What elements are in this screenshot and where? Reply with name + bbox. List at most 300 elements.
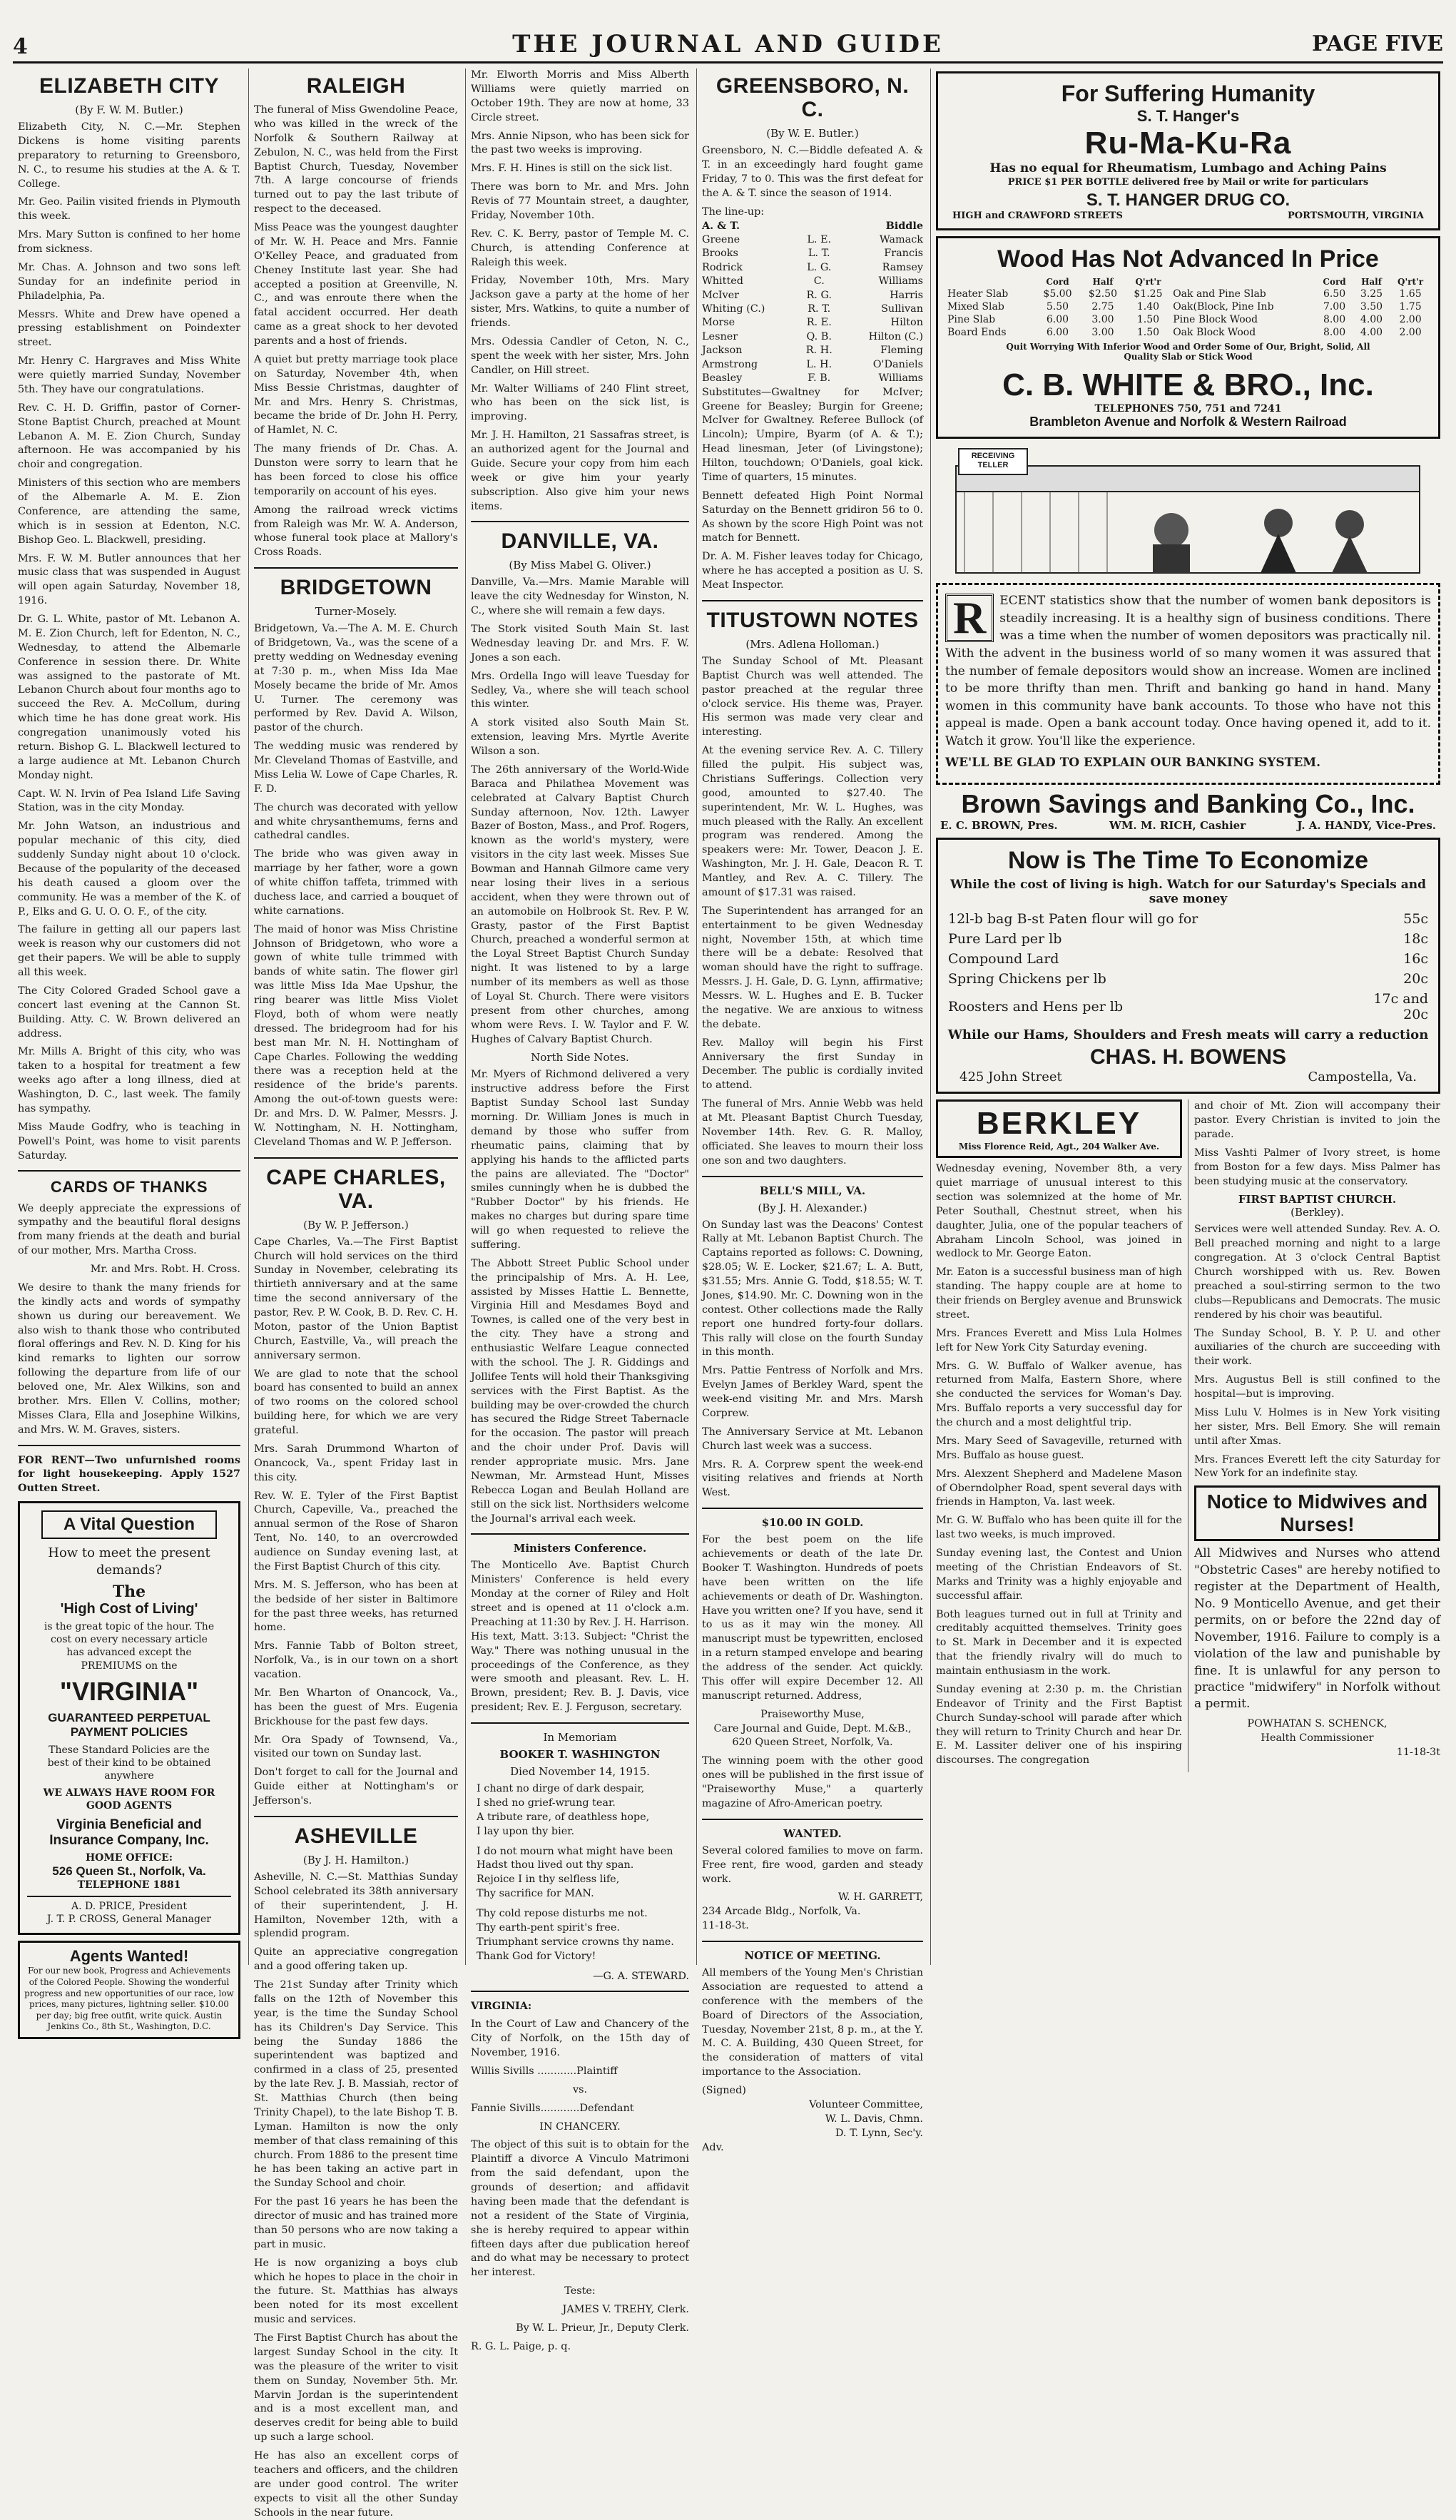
paragraph: All members of the Young Men's Christian Association are requested to attend a conference with the members of the Board of Directors of the Association, Tuesday, November 21st, 8 p. m., at the Y. M. C. A. Building, 430 Queen Street, for the consideration of matters of vital importance to the Association. [702,1967,923,2078]
subheading: North Side Notes. [531,1051,629,1065]
cell: 8.00 [1323,314,1346,325]
signature: Teste: [564,2285,596,2297]
divider [702,1508,923,1509]
paragraph: ECENT statistics show that the number of women bank depositors is steadily increasing. It is a healthy sign of business conditions. There was a time when the number of women depositors was practically nil. With the advent in the business world of so many women it was assured that the number of female depositors would show an increase. Women are inclined to be more thrifty than men. Thrift and banking go hand in hand. Many women in this community have bank accounts. To those who have not this appeal is made. Open a bank account today. Once having opened it, add to it. Watch it grow. You'll like the experience. [945,594,1431,749]
paragraph: The Superintendent has arranged for an entertainment to be given Wednesday night, November 15th, at which time there will be a debate: Resolved that woman should have the right to suffrage. Messrs. J. H. Gale, D. G. Lynn, affirmative; Messrs. W. L. Hughes and E. B. Tucker the negative. We are anxious to witness the debate. [702,905,923,1030]
cell: Brooks [702,248,738,260]
address: 620 Queen Street, Norfolk, Va. [732,1737,893,1749]
divider [702,1941,923,1942]
paragraph: Dr. G. L. White, pastor of Mt. Lebanon A. M. E. Zion Church, left for Edenton, N. C., Wednesday, to attend the Albemarle Conference in session there. Dr. White was assigned to the pastorate of Mt. Lebanon Church about four months ago to succeed the Rev. A. McCollum, during which time he has done great work. His congregation unanimously voted his return. Bishop G. L. Blackwell lectured to a large audience at Mt. Lebanon Church Monday night. [18,614,240,781]
table-row [702,247,923,260]
cell: 5.50 [1046,301,1069,313]
paragraph: Mrs. Frances Everett and Miss Lula Holmes left for New York City Saturday evening. [936,1327,1182,1353]
signature: R. G. L. Paige, p. q. [471,2340,571,2352]
paragraph: Miss Peace was the youngest daughter of Mr. W. H. Peace and Mrs. Fannie O'Kelley Peace, and graduated from Cheney Institute last year. She had accepted a position at Greenville, N. C., and was enroute there when the fatal accident occurred. Her death came as a great shock to her devoted parents and a host of friends. [254,222,458,347]
ad-text: The [112,1582,146,1601]
teller-sign: RECEIVING TELLER [971,452,1015,469]
poem-stanza: I chant no dirge of dark despair, I shed no grief-wrung tear. A tribute rare, of deathless hope, I lay upon thy bier. [477,1783,650,1837]
paragraph: The wedding music was rendered by Mr. Cleveland Thomas of Eastville, and Miss Lelia W. Lowe of Cape Charles, R. F. D. [254,741,458,795]
paragraph: Bridgetown, Va.—The A. M. E. Church of Bridgetown, Va., was the scene of a pretty wedding on Wednesday evening at 7:30 p. m., when Miss Ida Mae Mosely became the bride of Mr. Amos U. Turner. The ceremony was performed by Rev. David A. Wilson, pastor of the church. [254,623,458,734]
address: 526 Queen St., Norfolk, Va. [52,1864,206,1878]
article-heading: RALEIGH [306,74,406,98]
paragraph: The funeral of Miss Gwendoline Peace, who was killed in the wreck of the Norfolk & Southern Railway at Zebulon, N. C., was held from the First Baptist Church, Tuesday, November 7th. A large concourse of friends turned out to pay the last tribute of respect to the deceased. [254,104,458,215]
signature: JAMES V. TREHY, Clerk. [562,2304,689,2315]
paragraph: Rev. C. K. Berry, pastor of Temple M. C. Church, is attending Conference at Raleigh this week. [471,228,689,268]
table-row [945,989,1431,1025]
paragraph: Sunday evening last, the Contest and Union meeting of the Christian Endeavors of St. Marks and Trinity was a highly enjoyable and successful affair. [936,1548,1182,1602]
cell: McIver [702,289,740,301]
paragraph: Mr. G. W. Buffalo who has been quite ill for the last two weeks, is much improved. [936,1515,1182,1541]
address: Care Journal and Guide, Dept. M.&B., [713,1722,912,1734]
subheading: FIRST BAPTIST CHURCH. [1238,1193,1397,1206]
divider [254,1157,458,1159]
ad-text: These Standard Policies are the best of their kind to be obtained anywhere [47,1744,211,1782]
cell: Francis [884,248,923,260]
agents-ad [18,1941,240,2039]
paragraph: Mrs. Mary Sutton is confined to her home from sickness. [18,229,240,255]
column-5 [930,68,1445,1965]
subheading: (Berkley). [1290,1206,1344,1219]
paragraph: The Sunday School of Mt. Pleasant Baptist Church was well attended. The pastor preached at the regular three o'clock service. His theme was, Prayer. His sermon was made very clear and interesting. [702,655,923,738]
table-row [702,330,923,344]
col-header [945,276,1035,288]
table-row [945,288,1431,300]
paragraph: The failure in getting all our papers last week is reason why our customers did not get their papers. We will be able to supply all this week. [18,924,240,978]
paragraph: Wednesday evening, November 8th, a very quiet marriage of unusual interest to this section was solemnized at the home of Mr. Peter Southall, Chestnut street, when his daughter, Julia, one of the popular teachers of Abraham Lincoln School, was joined in wedlock to Mr. George Eaton. [936,1163,1182,1260]
company-name: Virginia Beneficial and Insurance Company, Inc. [49,1817,209,1848]
cell: 1.40 [1136,301,1160,313]
paragraph: For the best poem on the life achievements or death of the late Dr. Booker T. Washington. Hundreds of poets have been written on the life achievements or death of Dr. Washington. Have you written one? If you have, send it to us as it may win the money. All manuscript must be typewritten, enclosed in a return stamped envelope and bearing the address of the sender. Act quickly. This offer will expire December 12. All manuscript returned. Address, [702,1534,923,1702]
legal-party: Fannie Sivills............Defendant [471,2102,634,2114]
masthead [13,21,1443,63]
cell: 6.00 [1046,327,1069,338]
cell: 3.50 [1360,301,1383,313]
page-label: PAGE FIVE [1311,31,1443,56]
signature: POWHATAN S. SCHENCK, [1247,1717,1388,1729]
paragraph: Mr. J. H. Hamilton, 21 Sassafras street, is an authorized agent for the Journal and Guide. Secure your copy from him each week or give him your yearly subscription. Also give him your news items. [471,430,689,512]
memoriam-name: BOOKER T. WASHINGTON [499,1748,661,1761]
byline: Miss Florence Reid, Agt., 204 Walker Ave. [958,1142,1160,1152]
lineup-header: Biddle [885,220,923,233]
paragraph: Miss Lulu V. Holmes is in New York visiting her sister, Mrs. Bell Emory. She will remain until after Xmas. [1194,1406,1440,1447]
cell: Fleming [880,345,923,357]
col-header: Q'rt'r [1135,277,1161,287]
cell: C. [813,275,825,288]
address: Praiseworthy Muse, [760,1708,865,1720]
paragraph: Among the railroad wreck victims from Raleigh was Mr. W. A. Anderson, whose funeral took place at Mallory's Cross Roads. [254,504,458,559]
owner-name: CHAS. H. BOWENS [1089,1045,1286,1070]
paragraph: Mrs. Pattie Fentress of Norfolk and Mrs. Evelyn James of Berkley Ward, spent the week-end visiting Mr. and Mrs. Marsh Corprew. [702,1365,923,1419]
phone: TELEPHONE 1881 [77,1879,181,1891]
paragraph: The Stork visited South Main St. last Wednesday leaving Dr. and Mrs. F. W. Jones a son each. [471,624,689,664]
article-heading: ELIZABETH CITY [39,74,219,98]
ad-text: S. T. Hanger's [1136,107,1240,125]
lineup-table [702,219,923,385]
cell: Compound Lard [948,951,1059,967]
cell: Heater Slab [947,288,1009,300]
paragraph: Greensboro, N. C.—Biddle defeated A. & T. in an exceedingly hard fought game Friday, 7 to 0. This was the first defeat for the A. & T. since the season of 1914. [702,145,923,199]
ad-text: While the cost of living is high. Watch for our Saturday's Specials and save money [950,878,1427,907]
paragraph: Sunday evening at 2:30 p. m. the Christian Endeavor of Trinity and the First Baptist Church Sunday-school will parade after which they will return to Trinity Church and hear Dr. E. M. Lassiter deliver one of his inspiring discourses. The congregation [936,1683,1182,1767]
cell: Ramsey [882,261,923,273]
paragraph: The 21st Sunday after Trinity which falls on the 12th of November this year, is the time the Sunday School has its Children's Day Service. This being the Sunday 1886 the superintendent was baptized and confirmed in a class of 25, presented by the late Rev. J. B. Massiah, rector of St. Matthias Church (then being Trinity Chapel), to the late Bishop T. B. Lyman. Hamilton is now the only member of that class remaining of this church. From 1886 to the present time he has been taking an active part in the Sunday School and choir. [254,1979,458,2190]
paragraph: Several colored families to move on farm. Free rent, fire wood, garden and steady work. [702,1844,923,1885]
paragraph: Rev. W. E. Tyler of the First Baptist Church, Capeville, Va., preached the annual sermon of the Rose of Sharon Tent, No. 140, to an overcrowded audience on Sunday evening last, at the First Baptist Church of this city. [254,1490,458,1573]
article-heading: CARDS OF THANKS [50,1178,208,1197]
lineup-header [799,219,840,233]
paragraph: Mrs. Fannie Tabb of Bolton street, Norfolk, Va., is in our town on a short vacation. [254,1640,458,1680]
bank-teller-illustration [936,444,1440,580]
table-row [945,313,1431,326]
paragraph: Services were well attended Sunday. Rev. A. O. Bell preached morning and night to a large congregation. At 3 o'clock Central Baptist Church worshipped with us. Rev. Bowen preached a soul-stirring sermon to the two clubs—Republicans and Democrats. The music rendered by his choir was beautiful. [1194,1224,1440,1321]
cell: 1.50 [1136,327,1160,338]
paragraph: Danville, Va.—Mrs. Mamie Marable will leave the city Wednesday for Winston, N. C., where she will remain a few days. [471,576,689,617]
paragraph: The Abbott Street Public School under the principalship of Mrs. A. H. Lee, assisted by Misses Hattie L. Bennette, Virginia Hill and Mesdames Boyd and Townes, is called one of the very best in the city. They have a strong and enthusiastic Welfare League connected with the school. The J. R. Giddings and Jollifee Tents will hold their Thanksgiving services with the First Baptist. As the building may be over-crowded the church has secured the Ridge Street Tabernacle for the occasion. The pastor will preach and the choir under Prof. Davis will render appropriate music. Mrs. Jane Newman, Mr. Armstead Hunt, Misses Rebecca Logan and Beulah Holland are still on the sick list. Northsiders welcome the Journal's arrival each week. [471,1257,689,1525]
byline: (By F. W. M. Butler.) [75,103,183,116]
phone: TELEPHONES 750, 751 and 7241 [1094,403,1282,415]
paragraph: Mr. Ora Spady of Townsend, Va., visited our town on Sunday last. [254,1734,458,1760]
legal-heading: IN CHANCERY. [539,2120,621,2133]
table-row [702,372,923,385]
paragraph: Elizabeth City, N. C.—Mr. Stephen Dickens is home visiting parents preparatory to returning to Greensboro, N. C., to resume his studies at the A. & T. College. [18,121,240,190]
article-heading: DANVILLE, VA. [501,529,659,554]
paragraph: Mr. Ben Wharton of Onancock, Va., has been the guest of Mrs. Eugenia Brickhouse for the past few days. [254,1687,458,1727]
paragraph: Substitutes—Gwaltney for McIver; Greene for Beasley; Burgin for Greene; McIver for Gwaltney. Referee Bullock (of Lincoln); Umpire, Byarm (of A. & T.); Head linesman, Jeter (of Livingstone); Hilton, touchdown; O'Daniels, goal kick. Time of quarters, 15 minutes. [702,386,923,483]
ad-title: A Vital Question [41,1510,217,1539]
byline: (By W. P. Jefferson.) [303,1218,409,1231]
paragraph: The First Baptist Church has about the largest Sunday School in the city. It was the pleasure of the writer to visit them on Sunday, November 5th. Mr. Marvin Jordan is the superintendent and is a most excellent man, and deserves credit for being able to build up such a large school. [254,2332,458,2444]
signature: W. L. Davis, Chmn. [825,2113,923,2125]
paragraph: We desire to thank the many friends for the kindly acts and words of sympathy shown us during our bereavement. We also wish to thank those who contributed floral offerings and Rev. N. D. King for his kind remarks to lighten our sorrow following the departure from life of our beloved one, Mr. Alex Wilkins, son and brother. Mrs. Ellen V. Collins, mother; Misses Clara, Ella and Josephine Wilkins, and Mrs. W. M. Graves, sisters. [18,1281,240,1436]
paragraph: Asheville, N. C.—St. Matthias Sunday School celebrated its 38th anniversary of their superintendent, J. H. Hamilton, November 12th, with a splendid program. [254,1871,458,1940]
column-4 [696,68,928,2153]
paragraph: Capt. W. N. Irvin of Pea Island Life Saving Station, was in the city Monday. [18,788,240,814]
cell: Lesner [702,330,738,342]
economize-ad [936,838,1440,1094]
cell: R. G. [806,289,833,301]
company-name: S. T. HANGER DRUG CO. [1086,190,1290,210]
table-row [702,233,923,247]
ad-text: GUARANTEED PERPETUAL PAYMENT POLICIES [48,1710,210,1739]
ad-text: Quit Worrying With Inferior Wood and Order Some of Our, Bright, Solid, All Quality Slab or Stick Wood [1006,342,1370,362]
col-header [1171,276,1315,288]
price-list [945,909,1431,1025]
subheading: NOTICE OF MEETING. [744,1949,881,1962]
paragraph: Mrs. F. H. Hines is still on the sick list. [471,163,673,175]
paragraph: Rev. Malloy will begin his First Anniversary the first Sunday in December. The public is cordially invited to attend. [702,1037,923,1092]
date: 11-18-3t [1396,1746,1440,1758]
cell: 17c and 20c [1373,991,1428,1023]
signature: D. T. Lynn, Sec'y. [835,2127,923,2139]
byline: (By W. E. Butler.) [766,127,859,140]
table-row [945,300,1431,313]
column-1 [13,68,245,2032]
address: 425 John Street [959,1070,1062,1085]
ad-text: WE ALWAYS HAVE ROOM FOR GOOD AGENTS [43,1787,215,1812]
paragraph: and choir of Mt. Zion will accompany their pastor. Every Christian is invited to join the parade. [1194,1100,1440,1140]
address: Brambleton Avenue and Norfolk & Western Railroad [1029,415,1347,429]
cell: R. E. [806,317,832,329]
paragraph: A quiet but pretty marriage took place on Saturday, November 4th, when Miss Bessie Christmas, daughter of Mr. and Mrs. Henry S. Christmas, became the bride of Dr. John H. Perry, of Hamlet, N. C. [254,353,458,437]
paragraph: Mr. Myers of Richmond delivered a very instructive address before the First Baptist Sunday School last Sunday morning. Dr. William Jones is much in demand by those who suffer from rheumatic pains, claiming that by applying his hands to the afflicted parts the pains are alleviated. The "Doctor" smiles cunningly when he is dubbed the "Rubber Doctor" by his friends. He makes no charges but during spare time will go when requested to relieve the suffering. [471,1069,689,1251]
table-row [702,358,923,372]
paragraph: We deeply appreciate the expressions of sympathy and the beautiful floral designs from many friends at the death and burial of our mother, Mrs. Martha Cross. [18,1202,240,1257]
signature: By W. L. Prieur, Jr., Deputy Clerk. [516,2322,689,2334]
memoriam-heading: In Memoriam [543,1731,617,1744]
cell: Pure Lard per lb [948,931,1062,947]
cell: 4.00 [1360,327,1383,338]
subheading: Ministers Conference. [513,1542,647,1555]
cell: 1.50 [1136,314,1160,325]
paragraph: Mr. Geo. Pailin visited friends in Plymouth this week. [18,196,240,223]
cell: 3.00 [1091,314,1114,325]
paragraph: Mrs. Annie Nipson, who has been sick for the past two weeks is improving. [471,130,689,156]
table-row [702,261,923,275]
ad-text: Has no equal for Rheumatism, Lumbago and Aching Pains [989,161,1387,176]
officer: WM. M. RICH, Cashier [1109,819,1246,833]
cell: 8.00 [1323,327,1346,338]
paragraph: Miss Maude Godfry, who is teaching in Powell's Point, was home to visit parents Saturday. [18,1121,240,1162]
ad-title: Now is The Time To Economize [1007,847,1369,875]
cell: Sullivan [881,303,923,315]
article-heading: ASHEVILLE [294,1824,418,1848]
lineup-label: The line-up: [702,205,765,218]
paragraph: A stork visited also South Main St. extension, leaving Mrs. Myrtle Averite Wilson a son. [471,717,689,757]
berkley-header [936,1099,1182,1158]
officer: E. C. BROWN, Pres. [940,819,1058,833]
paragraph: Mrs. Mary Seed of Savageville, returned with Mrs. Buffalo as house guest. [936,1435,1182,1461]
cell: Whitted [702,275,743,288]
cell: L. G. [807,261,832,273]
address: Campostella, Va. [1308,1070,1417,1085]
officer: J. A. HANDY, Vice-Pres. [1297,819,1436,833]
cell: L. E. [807,233,832,245]
paragraph: Mr. Chas. A. Johnson and two sons left Sunday for an indefinite period in Philadelphia, Pa. [18,261,240,302]
lineup-header: A. & T. [702,220,740,233]
cell: 3.25 [1360,288,1383,300]
cell: $5.00 [1043,288,1072,300]
date: 11-18-3t. [702,1920,749,1932]
ad-text: "VIRGINIA" [59,1676,199,1706]
cell: F. B. [808,372,831,385]
legal-heading: VIRGINIA: [471,2000,532,2013]
col-header: Q'rt'r [1398,277,1424,287]
paragraph: We are glad to note that the school board has consented to build an annex of two rooms on the colored school building here, for which we are very grateful. [254,1368,458,1436]
cell: 1.65 [1399,288,1422,300]
paragraph: The Anniversary Service at Mt. Lebanon Church last week was a success. [702,1426,923,1452]
signature: —G. A. STEWARD. [593,1970,689,1982]
table-row [702,303,923,316]
divider [471,521,689,522]
col-header: Half [1361,277,1382,287]
cell: Morse [702,317,735,329]
ad-title: For Suffering Humanity [1061,81,1315,106]
paragraph: At the evening service Rev. A. C. Tillery filled the pulpit. His subject was, Christians Sufferings. Collection very good, amounted to $27.40. The superintendent, Mr. W. L. Hughes, was much pleased with the Rally. An excellent program was rendered. Among the speakers were: Mr. Tower, Deacon J. E. Washington, Mr. J. H. Gale, Deacon R. T. Mantley, and Rev. A. C. Tillery. The amount of $17.31 was raised. [702,745,923,898]
ad-text: is the great topic of the hour. The cost on every necessary article has advanced except the PREMIUMS on the [44,1620,215,1672]
table-row [945,909,1431,929]
price-table [945,276,1431,339]
bank-name: Brown Savings and Banking Co., Inc. [961,789,1415,819]
table-row [945,969,1431,989]
paragraph: Quite an appreciative congregation and a good offering taken up. [254,1946,458,1973]
divider [254,567,458,569]
ad-text: HOME OFFICE: [85,1851,173,1864]
cell: Greene [702,233,740,245]
divider [702,600,923,601]
paragraph: Miss Vashti Palmer of Ivory street, is home from Boston for a few days. Miss Palmer has been studying music at the conservatory. [1194,1147,1440,1187]
subheading: WANTED. [783,1827,842,1840]
table-row [702,289,923,303]
cell: 3.00 [1091,327,1114,338]
bank-ad [936,583,1440,785]
paragraph: The church was decorated with yellow and white chrysanthemums, ferns and cathedral candles. [254,801,458,842]
ad-title: Wood Has Not Advanced In Price [997,245,1379,273]
paragraph: Mrs. Augustus Bell is still confined to the hospital—but is improving. [1194,1374,1440,1401]
adv-label: Adv. [702,2141,724,2153]
ad-text: For our new book, Progress and Achievements of the Colored People. Showing the wonderful progress and new opportunities of our race, low prices, many pictures, lightning seller. $10.00 per day; big free outfit, write quick. Austin Jenkins Co., 8th St., Washington, D.C. [24,1966,234,2032]
signature: Health Commissioner [1261,1732,1374,1744]
paragraph: Mrs. R. A. Corprew spent the week-end visiting relatives and friends at North West. [702,1458,923,1499]
officer: A. D. PRICE, President [71,1901,187,1913]
cell: 16c [1403,951,1428,967]
cell: Whiting (C.) [702,303,765,315]
cell: Hilton [890,317,923,329]
cell: 7.00 [1323,301,1346,313]
address: 234 Arcade Bldg., Norfolk, Va. [702,1906,861,1918]
byline: (By J. H. Alexander.) [758,1201,867,1214]
poem-stanza: I do not mourn what might have been Hadst thou lived out thy span. Rejoice I in thy selfless life, Thy sacrifice for MAN. [477,1845,673,1900]
cell: Williams [878,275,923,288]
col-header: Half [1092,277,1114,287]
cell: R. T. [808,303,831,315]
hanger-drug-ad [936,71,1440,230]
ad-question: How to meet the present demands? [48,1545,210,1577]
notice-heading: Notice to Midwives and Nurses! [1206,1490,1428,1536]
cell: 6.50 [1323,288,1346,300]
paragraph: Mr. Walter Williams of 240 Flint street, who has been on the sick list, is improving. [471,382,689,423]
byline: (By J. H. Hamilton.) [302,1853,409,1866]
ad-text: 'High Cost of Living' [60,1600,198,1617]
cell: 4.00 [1360,314,1383,325]
article-heading: TITUSTOWN NOTES [706,608,919,632]
cell: Pine Slab [947,314,996,325]
paragraph: Cape Charles, Va.—The First Baptist Church will hold services on the third Sunday in November, celebrating its thirtieth anniversary and at the same time the second anniversary of the pastor, Rev. P. W. Cook, B. D. Rev. C. H. Moton, pastor of the Union Baptist Church, Eastville, Va., will preach the anniversary sermon. [254,1236,458,1361]
divider [18,1445,240,1446]
cell: $1.25 [1134,288,1163,300]
paragraph: Mrs. Sarah Drummond Wharton of Onancock, Va., spent Friday last in this city. [254,1443,458,1483]
company-name: C. B. WHITE & BRO., Inc. [1002,367,1374,402]
paper-name: THE JOURNAL AND GUIDE [512,30,944,59]
paragraph: Mrs. Alexzent Shepherd and Madelene Mason of Oberndolpher Road, spent several days with friends in Hampton, Va. last week. [936,1468,1182,1508]
divider [471,1533,689,1535]
cell: 2.00 [1399,314,1422,325]
paragraph: Messrs. White and Drew have opened a pressing establishment on Poindexter street. [18,308,240,349]
divider [471,1722,689,1724]
paragraph: Mrs. Odessia Candler of Ceton, N. C., spent the week with her sister, Mrs. John Candler, on Hill street. [471,335,689,376]
paragraph: Rev. C. H. D. Griffin, pastor of Corner-Stone Baptist Church, preached at Mount Lebanon A. M. E. Zion Church, Sunday afternoon. He was accompanied by his choir and congregation. [18,402,240,471]
paragraph: Dr. A. M. Fisher leaves today for Chicago, where he has accepted a position as U. S. Meat Inspector. [702,551,923,591]
column-title: BERKLEY [976,1106,1142,1142]
paragraph: Mr. Eaton is a successful business man of high standing. The happy couple are at home to their friends on Bergley avenue and Brunswick street. [936,1266,1182,1321]
paragraph: Mrs. F. W. M. Butler announces that her music class that was suspended in August will open again Saturday, November 18, 1916. [18,552,240,607]
paragraph: On Sunday last was the Deacons' Contest Rally at Mt. Lebanon Baptist Church. The Captains reported as follows: C. Downing, $28.05; W. E. Locker, $21.67; L. A. Butt, $31.55; Mrs. Annie G. Todd, $18.55; W. T. Jones, $14.90. Mr. C. Downing won in the contest. Other collections made the Rally report one hundred forty-four dollars. This rally will close on the fourth Sunday in this month. [702,1219,923,1358]
divider [254,1816,458,1817]
cell: R. H. [805,345,833,357]
col-header: Cord [1323,277,1346,287]
cell: Board Ends [947,327,1007,338]
signature: (Signed) [702,2085,746,2096]
cell: Oak Block Wood [1173,327,1256,338]
paragraph: There was born to Mr. and Mrs. John Revis of 77 Mountain street, a daughter, Friday, November 10th. [471,181,689,221]
ad-text: While our Hams, Shoulders and Fresh meats will carry a reduction [947,1027,1429,1043]
cell: Hilton (C.) [868,330,923,342]
signature: W. H. GARRETT, [838,1891,923,1904]
article-heading: BRIDGETOWN [280,576,432,600]
legal-party: Willis Sivills ............Plaintiff [471,2065,618,2077]
cell: $2.50 [1088,288,1117,300]
subheading: Turner-Mosely. [315,605,397,619]
signature: Mr. and Mrs. Robt. H. Cross. [90,1264,240,1276]
column-2 [248,68,463,2519]
cell: 55c [1403,911,1428,928]
cell: Spring Chickens per lb [948,971,1106,987]
paragraph: Mrs. Ordella Ingo will leave Tuesday for Sedley, Va., where she will teach school this winter. [471,670,689,711]
cell: 18c [1403,931,1428,947]
paragraph: Mr. Elworth Morris and Miss Alberth Williams were quietly married on October 19th. They are now at home, 33 Circle street. [471,69,689,123]
paragraph: Don't forget to call for the Journal and Guide either at Nottingham's or Jefferson's. [254,1767,458,1807]
product-name: Ru-Ma-Ku-Ra [1084,126,1292,161]
cell: 20c [1403,971,1428,987]
column-3 [465,68,694,2352]
cell: Roosters and Hens per lb [948,999,1124,1015]
paragraph: He has also an excellent corps of teachers and officers, and the children are under good control. The writer expects to visit all the other Sunday Schools in the near future. [254,2450,458,2519]
cell: Harris [890,289,923,301]
paragraph: In the Court of Law and Chancery of the City of Norfolk, on the 15th day of November, 1916. [471,2018,689,2058]
paragraph: The Monticello Ave. Baptist Church Ministers' Conference is held every Monday at the corner of Riley and Holt street and is opened at 11 o'clock a.m. Preaching at 11:30 by Rev. J. H. Harrison. His text, Matt. 3:13. Subject: "Christ the Way." There was nothing unusual in the proceedings of the Conference, as they were smooth and pleasant. Rev. L. H. Brown, president; Rev. B. J. Davis, vice president; Rev. E. J. Ferguson, secretary. [471,1560,689,1714]
col-header: Cord [1046,277,1069,287]
divider [18,1170,240,1172]
paragraph: The winning poem with the other good ones will be published in the first issue of "Praiseworthy Muse," a quarterly magazine of Afro-American poetry. [702,1755,923,1809]
divider [702,1176,923,1177]
table-row [702,316,923,330]
divider [702,1819,923,1820]
ad-text: PRICE $1 PER BOTTLE delivered free by Mail or write for particulars [1007,177,1369,188]
cell: Mixed Slab [947,301,1004,313]
paragraph: Both leagues turned out in full at Trinity and creditably acquitted themselves. Trinity goes to St. Mark in December and it is expected that the friendly rivalry will do much to maintain enthusiasm in the work. [936,1608,1182,1677]
legal-party: vs. [572,2083,588,2095]
paragraph: The City Colored Graded School gave a concert last evening at the Cannon St. Building. Atty. C. W. Brown delivered an address. [18,985,240,1040]
paragraph: The Sunday School, B. Y. P. U. and other auxiliaries of the church are succeeding with their work. [1194,1327,1440,1368]
subheading: BELL'S MILL, VA. [759,1184,866,1197]
byline: (By Miss Mabel G. Oliver.) [509,559,651,572]
address: PORTSMOUTH, VIRGINIA [1287,210,1424,221]
paragraph: The maid of honor was Miss Christine Johnson of Bridgetown, who wore a gown of white tulle trimmed with bands of white satin. The flower girl was little Miss Ida Mae Upshur, the ring bearer was little Miss Violet Floyd, both of whom were neatly dressed. The bridegroom had for his best man Mr. N. H. Nottingham of Cape Charles. Following the wedding there was a reception held at the residence of the bride's parents. Among the out-of-town guests were: Dr. and Mrs. D. W. Palmer, Messrs. J. W. Nottingham, N. H. Nottingham, Cleveland Thomas and W. P. Jefferson. [254,923,458,1148]
paragraph: Mrs. G. W. Buffalo of Walker avenue, has returned from Malfa, Eastern Shore, where she conducted the services for Woman's Day. Mrs. Buffalo reports a very successful day for the church and a most delightful trip. [936,1360,1182,1429]
wood-ad [936,236,1440,439]
drop-cap: R [945,594,994,642]
cell: Jackson [702,345,743,357]
paragraph: The funeral of Mrs. Annie Webb was held at Mt. Pleasant Baptist Church Tuesday, November 14th. Rev. G. R. Malloy, officiated. She leaves to mourn their loss one son and two daughters. [702,1098,923,1167]
paragraph: Mr. John Watson, an industrious and popular mechanic of this city, died suddenly Sunday night about 10 o'clock. Because of the popularity of the deceased his death caused a gloom over the community. He was a member of the K. of P., Elks and G. U. O. O. F., of the city. [18,820,240,918]
cell: 6.00 [1046,314,1069,325]
midwives-heading-box [1194,1485,1440,1541]
cell: 1.75 [1399,301,1422,313]
divider [471,1991,689,1992]
table-row [945,929,1431,949]
officer: J. T. P. CROSS, General Manager [47,1914,211,1926]
paragraph: All Midwives and Nurses who attend "Obstetric Cases" are hereby notified to register at the Department of Health, No. 9 Monticello Avenue, and get their permits, on or before the 22nd day of November, 1916. Failure to comply is a violation of the law and punishable by fine. It is unlawful for any person to practice "midwifery" in Norfolk without a permit. [1194,1546,1440,1712]
paragraph: Ministers of this section who are members of the Albemarle A. M. E. Zion Conference, are attending the same, which is in session at Edenton, N.C. Bishop Geo. L. Blackwell, presiding. [18,477,240,546]
